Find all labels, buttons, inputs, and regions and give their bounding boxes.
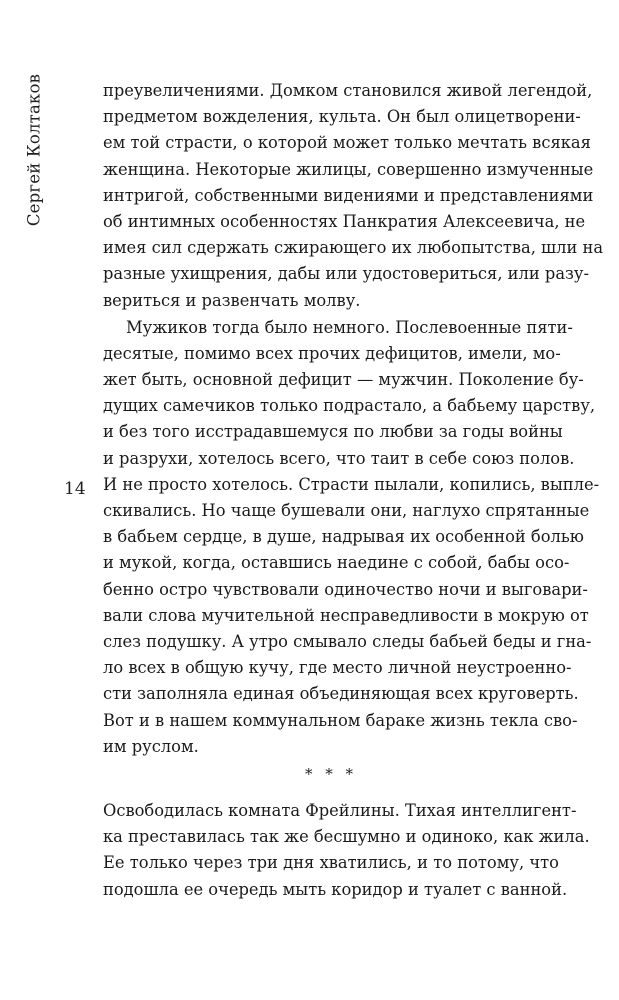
text-line: ло всех в общую кучу, где место личной неустроенно-: [103, 658, 572, 678]
text-line: Ее только через три дня хватились, и то потому, что: [103, 853, 559, 873]
text-line: и без того исстрадавшемуся по любви за годы войны: [103, 422, 563, 442]
text-line: предметом вожделения, культа. Он был олицетворени-: [103, 107, 581, 127]
paragraph-1: [103, 78, 604, 314]
paragraph-3: [103, 798, 590, 903]
section-break: * * *: [304, 765, 358, 783]
text-line: бенно остро чувствовали одиночество ночи и выговари-: [103, 579, 588, 599]
text-line: им руслом.: [103, 736, 199, 756]
text-line: десятые, помимо всех прочих дефицитов, имели, мо-: [103, 343, 561, 363]
text-line: преувеличениями. Домком становился живой легендой,: [103, 81, 593, 100]
text-line: в бабьем сердце, в душе, надрывая их особенной болью: [103, 527, 584, 547]
text-line: интригой, собственными видениями и представлениями: [103, 185, 594, 205]
section-text-block: [103, 798, 590, 903]
running-head-author: Сергей Колтаков: [24, 73, 44, 227]
text-line: вали слова мучительной несправедливости в мокрую от: [103, 605, 589, 625]
text-line: Мужиков тогда было немного. Послевоенные пяти-: [126, 317, 573, 337]
text-line: ем той страсти, о которой может только мечтать всякая: [103, 133, 591, 153]
text-line: об интимных особенностях Панкратия Алексеевича, не: [103, 211, 586, 231]
text-line: и мукой, когда, оставшись наедине с собой, бабы осо-: [103, 553, 570, 573]
page-number: 14: [64, 479, 86, 499]
text-line: подошла ее очередь мыть коридор и туалет с ванной.: [103, 879, 568, 899]
text-line: Вот и в нашем коммунальном бараке жизнь текла сво-: [103, 710, 578, 730]
running-head: [0, 0, 60, 240]
main-text-block: [103, 78, 604, 760]
text-line: сти заполняла единая объединяющая всех круговерть.: [103, 684, 579, 704]
text-line: вериться и развенчать молву.: [103, 290, 361, 310]
text-line: и разрухи, хотелось всего, что таит в себе союз полов.: [103, 448, 575, 468]
paragraph-2: [103, 315, 600, 760]
text-line: имея сил сдержать сжирающего их любопытства, шли на: [103, 238, 604, 258]
text-line: дущих самечиков только подрастало, а бабьему царству,: [103, 396, 596, 416]
text-line: скивались. Но чаще бушевали они, наглухо спрятанные: [103, 501, 590, 520]
text-line: ка преставилась так же бесшумно и одиноко, как жила.: [103, 827, 590, 847]
text-line: слез подушку. А утро смывало следы бабьей беды и гна-: [103, 631, 592, 651]
text-line: женщина. Некоторые жилицы, совершенно измученные: [103, 159, 594, 179]
text-line: жет быть, основной дефицит — мужчин. Поколение бу-: [103, 370, 584, 390]
text-line: И не просто хотелось. Страсти пылали, копились, выпле-: [103, 474, 600, 494]
text-line: Освободилась комната Фрейлины. Тихая интеллигент-: [103, 801, 577, 820]
text-line: разные ухищрения, дабы или удостовериться, или разу-: [103, 264, 589, 284]
